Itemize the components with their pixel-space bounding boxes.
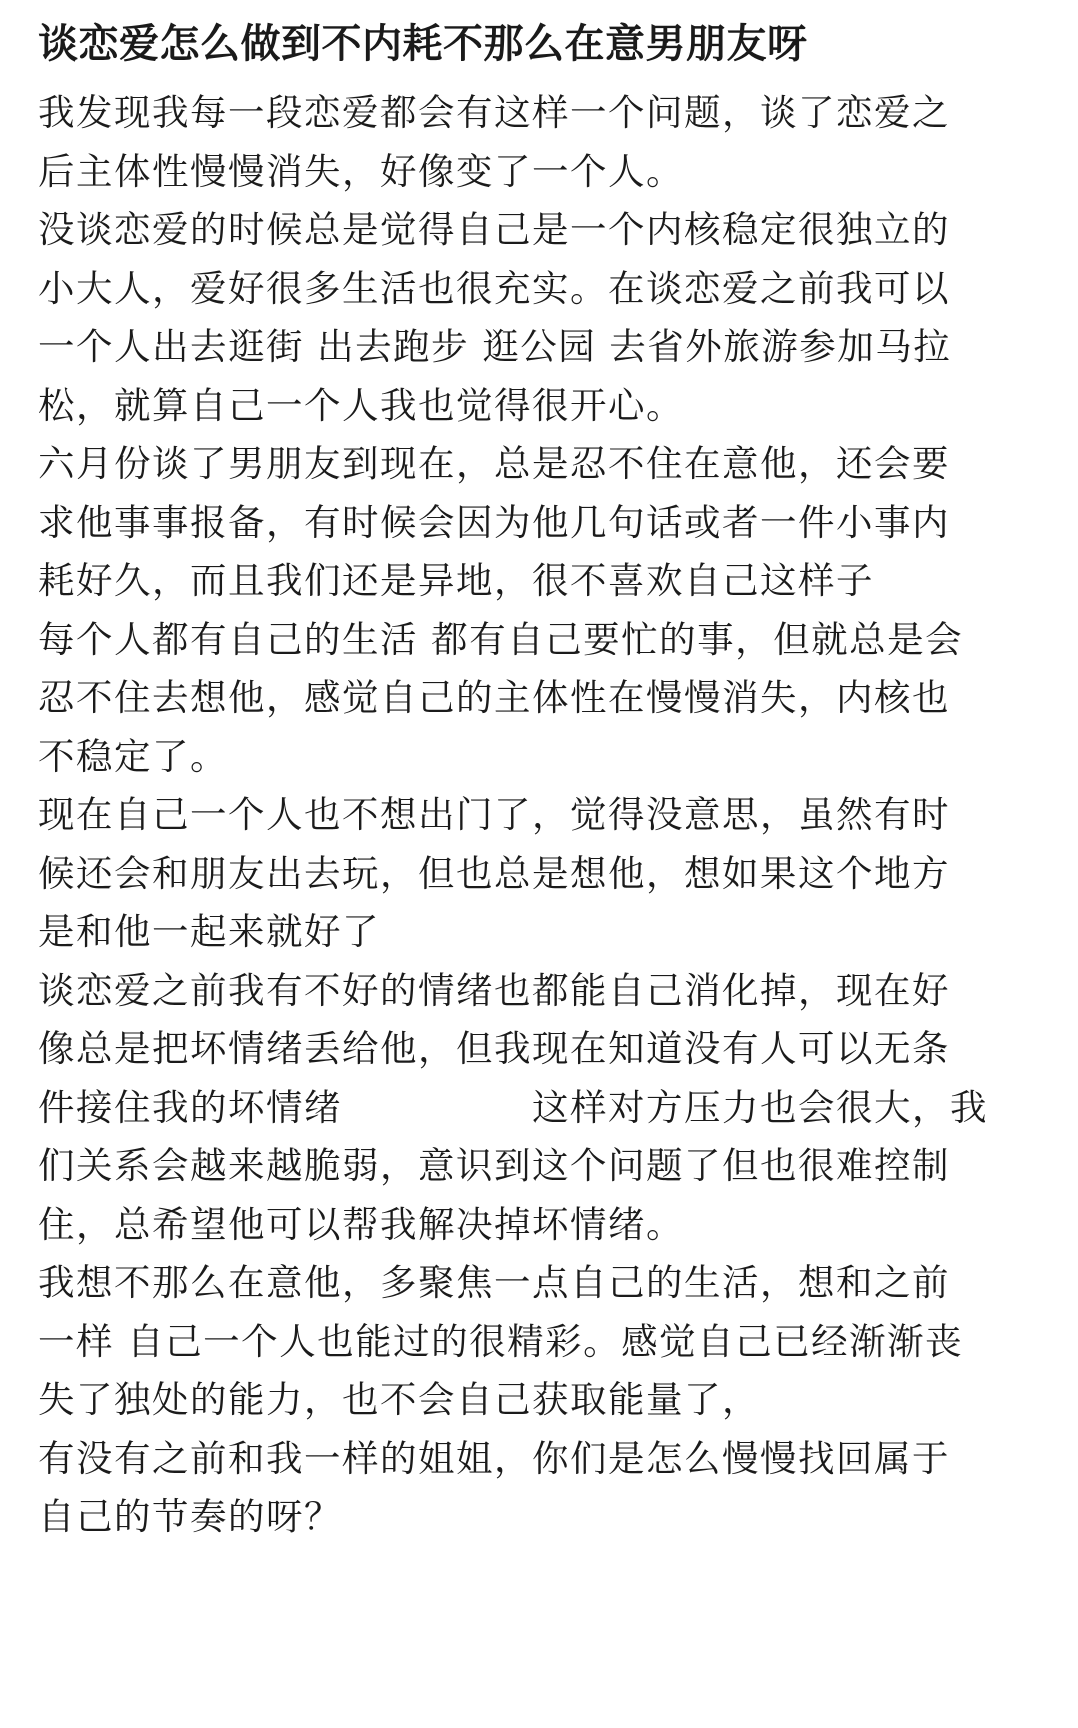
post-line: 一个人出去逛街 出去跑步 逛公园 去省外旅游参加马拉 <box>38 325 952 368</box>
post-line: 像总是把坏情绪丢给他，但我现在知道没有人可以无条 <box>38 1027 950 1070</box>
post-line: 谈恋爱之前我有不好的情绪也都能自己消化掉，现在好 <box>38 968 950 1012</box>
post-line: 件接住我的坏情绪 这样对方压力也会很大，我 <box>38 1085 988 1129</box>
post-line: 松，就算自己一个人我也觉得很开心。 <box>38 383 684 427</box>
post-line: 失了独处的能力，也不会自己获取能量了， <box>38 1378 760 1421</box>
post-line: 们关系会越来越脆弱，意识到这个问题了但也很难控制 <box>38 1144 950 1187</box>
post-line: 耗好久，而且我们还是异地，很不喜欢自己这样子 <box>38 559 874 602</box>
post-body <box>38 84 1048 1547</box>
post-line: 没谈恋爱的时候总是觉得自己是一个内核稳定很独立的 <box>38 208 950 251</box>
post-line: 不稳定了。 <box>38 734 228 778</box>
post-line: 有没有之前和我一样的姐姐，你们是怎么慢慢找回属于 <box>38 1436 950 1480</box>
post-line: 现在自己一个人也不想出门了，觉得没意思，虽然有时 <box>38 793 950 836</box>
post-line: 自己的节奏的呀？ <box>38 1495 342 1538</box>
post <box>38 16 1048 1547</box>
post-line: 候还会和朋友出去玩，但也总是想他，想如果这个地方 <box>38 851 950 895</box>
post-line: 六月份谈了男朋友到现在，总是忍不住在意他，还会要 <box>38 442 950 485</box>
post-line: 每个人都有自己的生活 都有自己要忙的事，但就总是会 <box>38 617 964 661</box>
post-line: 是和他一起来就好了 <box>38 910 380 953</box>
post-line: 后主体性慢慢消失，好像变了一个人。 <box>38 149 684 193</box>
post-line: 一样 自己一个人也能过的很精彩。感觉自己已经渐渐丧 <box>38 1319 964 1363</box>
post-line: 我发现我每一段恋爱都会有这样一个问题，谈了恋爱之 <box>38 91 950 134</box>
post-line: 住，总希望他可以帮我解决掉坏情绪。 <box>38 1202 684 1246</box>
post-line: 小大人，爱好很多生活也很充实。在谈恋爱之前我可以 <box>38 266 950 310</box>
post-line: 我想不那么在意他，多聚焦一点自己的生活，想和之前 <box>38 1261 950 1304</box>
post-title: 谈恋爱怎么做到不内耗不那么在意男朋友呀 <box>38 21 808 67</box>
post-line: 求他事事报备，有时候会因为他几句话或者一件小事内 <box>38 500 950 544</box>
post-line: 忍不住去想他，感觉自己的主体性在慢慢消失，内核也 <box>38 676 950 719</box>
